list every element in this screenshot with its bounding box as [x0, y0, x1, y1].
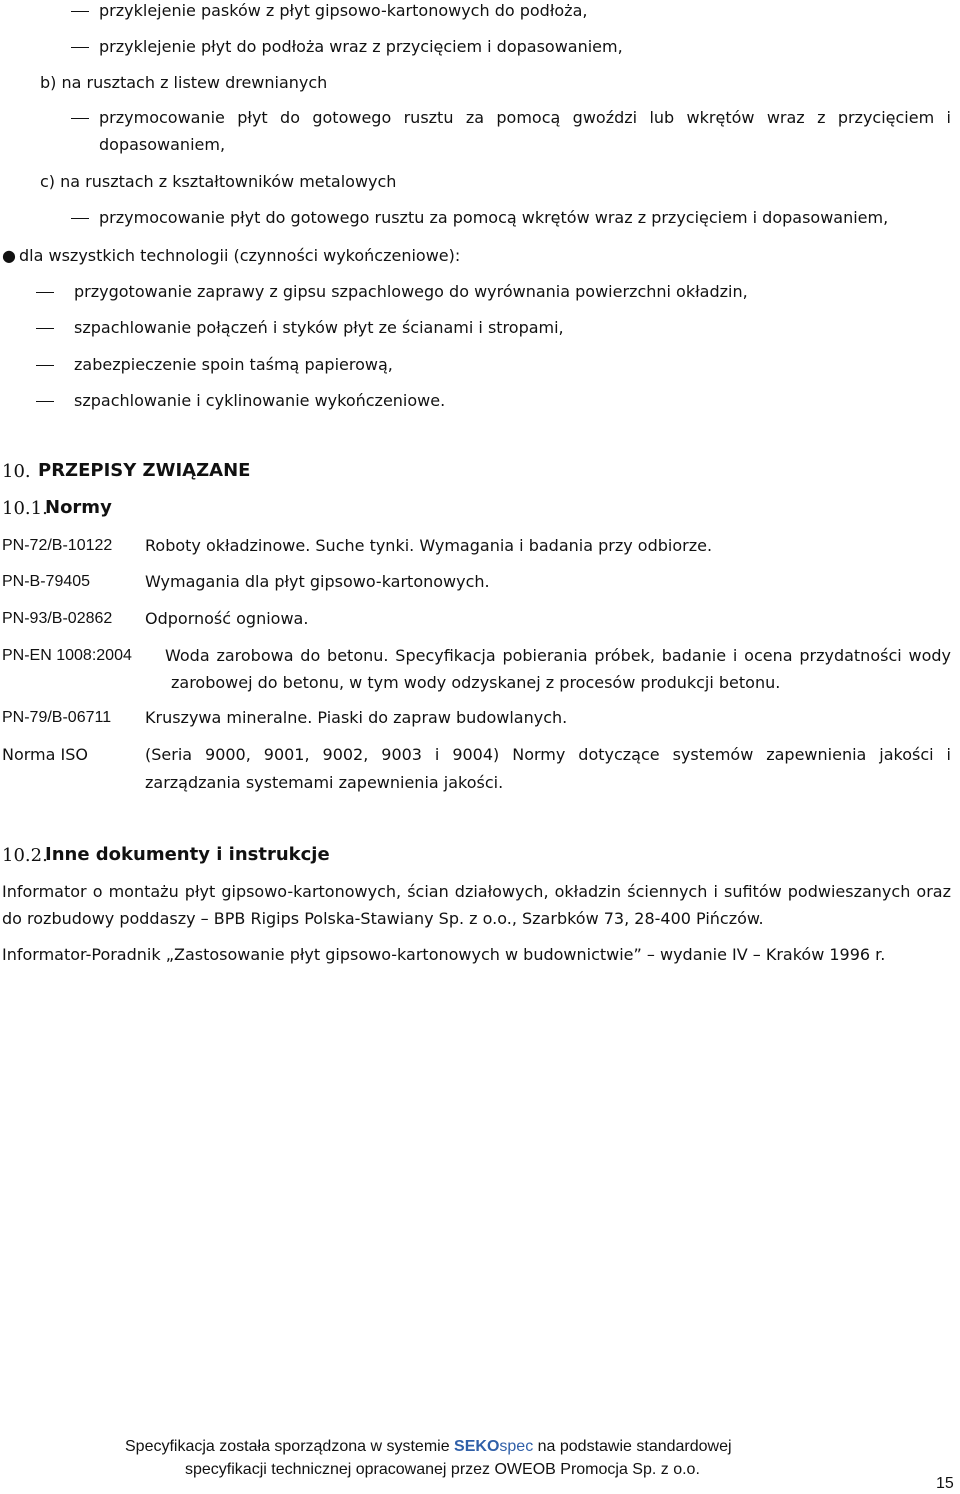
dash-marker	[71, 11, 89, 12]
document-entry: Informator o montażu płyt gipsowo-kartonowych, ścian działowych, okładzin ściennych i sufitów podwieszanych oraz	[2, 882, 951, 901]
dash-marker	[36, 292, 54, 293]
logo-seko: SEKO	[454, 1438, 500, 1455]
page-number: 15	[936, 1475, 954, 1492]
list-item: zabezpieczenie spoin taśmą papierową,	[74, 355, 393, 374]
section-number: 10.	[2, 461, 31, 482]
norm-description: Odporność ogniowa.	[145, 609, 309, 628]
list-item: przymocowanie płyt do gotowego rusztu za pomocą gwoździ lub wkrętów wraz z przycięciem i	[99, 108, 951, 127]
document-entry-continuation: do rozbudowy poddaszy – BPB Rigips Polska-Stawiany Sp. z o.o., Szarbków 73, 28-400 Pińczów.	[2, 909, 764, 928]
dash-marker	[36, 401, 54, 402]
norm-code: PN-B-79405	[2, 573, 91, 590]
dash-marker	[71, 218, 89, 219]
dash-marker	[71, 118, 89, 119]
list-item: szpachlowanie i cyklinowanie wykończeniowe.	[74, 391, 446, 410]
list-item: przymocowanie płyt do gotowego rusztu za pomocą wkrętów wraz z przycięciem i dopasowaniem,	[99, 208, 889, 227]
norm-description: (Seria 9000, 9001, 9002, 9003 i 9004) Normy dotyczące systemów zapewnienia jakości i	[145, 745, 951, 764]
subsection-title: b) na rusztach z listew drewnianych	[40, 73, 328, 92]
list-item: przyklejenie płyt do podłoża wraz z przycięciem i dopasowaniem,	[99, 37, 623, 56]
footer-text: na podstawie standardowej	[537, 1438, 732, 1455]
norm-description: Kruszywa mineralne. Piaski do zapraw budowlanych.	[145, 708, 568, 727]
norm-code: PN-EN 1008:2004	[2, 647, 132, 664]
section-number: 10.2.	[2, 845, 48, 866]
footer-text: Specyfikacja została sporządzona w systemie	[125, 1438, 450, 1455]
dash-marker	[36, 365, 54, 366]
norm-description: Roboty okładzinowe. Suche tynki. Wymagania i badania przy odbiorze.	[145, 536, 713, 555]
norm-description: Woda zarobowa do betonu. Specyfikacja pobierania próbek, badanie i ocena przydatności wody	[165, 646, 951, 665]
bullet-item: dla wszystkich technologii (czynności wykończeniowe):	[19, 246, 461, 265]
dash-marker	[36, 328, 54, 329]
norm-description: Wymagania dla płyt gipsowo-kartonowych.	[145, 572, 490, 591]
footer-line	[125, 1437, 732, 1457]
list-item: szpachlowanie połączeń i styków płyt ze ścianami i stropami,	[74, 318, 564, 337]
norm-description-continuation: zarobowej do betonu, w tym wody odzyskanej z procesów produkcji betonu.	[171, 673, 781, 692]
section-number: 10.1.	[2, 498, 48, 519]
bullet-icon: ●	[2, 246, 16, 265]
list-item: przygotowanie zaprawy z gipsu szpachlowego do wyrównania powierzchni okładzin,	[74, 282, 748, 301]
norm-code: Norma ISO	[2, 745, 88, 764]
norm-code: PN-72/B-10122	[2, 537, 113, 554]
norm-code: PN-79/B-06711	[2, 709, 112, 726]
section-title: PRZEPISY ZWIĄZANE	[38, 460, 251, 481]
list-item-continuation: dopasowaniem,	[99, 135, 226, 154]
section-title: Normy	[45, 497, 112, 518]
subsection-title: c) na rusztach z kształtowników metalowych	[40, 172, 397, 191]
logo-spec: spec	[499, 1438, 534, 1455]
norm-code: PN-93/B-02862	[2, 610, 113, 627]
sekospec-logo	[454, 1438, 533, 1455]
dash-marker	[71, 47, 89, 48]
list-item: przyklejenie pasków z płyt gipsowo-kartonowych do podłoża,	[99, 1, 588, 20]
section-title: Inne dokumenty i instrukcje	[45, 844, 330, 865]
document-entry: Informator-Poradnik „Zastosowanie płyt gipsowo-kartonowych w budownictwie” – wydanie IV – Kraków 1996 r.	[2, 945, 886, 964]
footer-line: specyfikacji technicznej opracowanej przez OWEOB Promocja Sp. z o.o.	[185, 1461, 700, 1478]
norm-description-continuation: zarządzania systemami zapewnienia jakości.	[145, 773, 504, 792]
